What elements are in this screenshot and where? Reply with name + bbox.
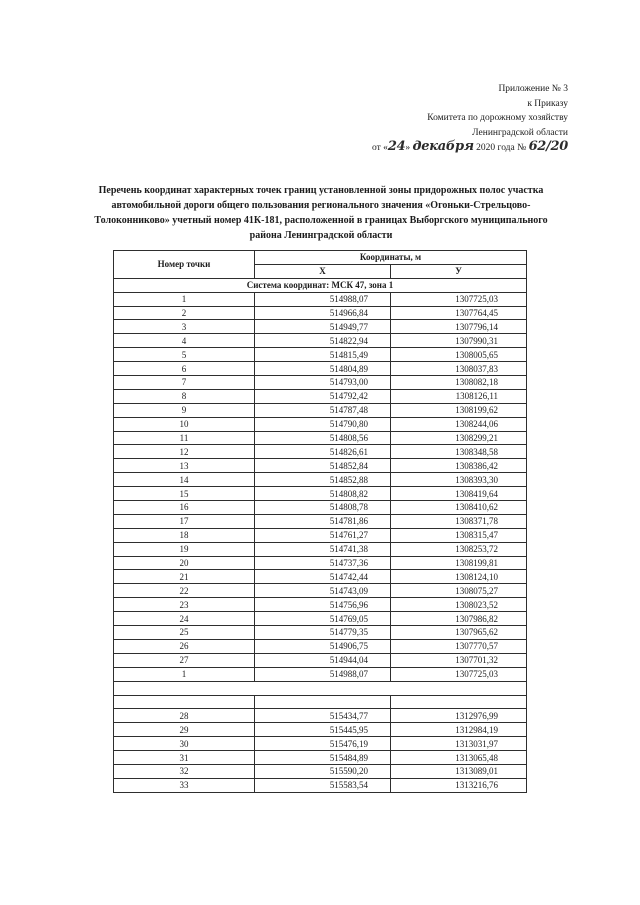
point-number-cell: 24 bbox=[114, 612, 255, 626]
y-coordinate-cell: 1308348,58 bbox=[391, 445, 527, 459]
x-coordinate-cell: 514743,09 bbox=[255, 584, 391, 598]
y-coordinate-cell: 1308299,21 bbox=[391, 431, 527, 445]
point-number-cell: 31 bbox=[114, 751, 255, 765]
x-coordinate-cell: 514792,42 bbox=[255, 389, 391, 403]
x-coordinate-cell: 514742,44 bbox=[255, 570, 391, 584]
x-coordinate-cell: 514852,88 bbox=[255, 473, 391, 487]
table-row bbox=[114, 737, 527, 751]
x-coordinate-cell: 514737,36 bbox=[255, 556, 391, 570]
y-coordinate-cell: 1313216,76 bbox=[391, 778, 527, 792]
col-header-point: Номер точки bbox=[114, 251, 255, 279]
table-row bbox=[114, 487, 527, 501]
col-header-x: Х bbox=[255, 264, 391, 278]
point-number-cell: 26 bbox=[114, 639, 255, 653]
y-coordinate-cell: 1308386,42 bbox=[391, 459, 527, 473]
order-prefix: от « bbox=[372, 143, 388, 153]
order-year: 2020 года № bbox=[473, 143, 529, 153]
y-coordinate-cell: 1308419,64 bbox=[391, 487, 527, 501]
document-title: Перечень координат характерных точек границ установленной зоны придорожных полос участка автомобильной дороги общего пользования регионального значения «Огоньки-Стрельцово-Толоконниково» учетный номер 41К-181, расположенной в границах Выборгского муниципального района Ленинградской области bbox=[94, 185, 548, 241]
order-number-handwritten: 62/20 bbox=[528, 139, 568, 154]
x-coordinate-cell: 514790,80 bbox=[255, 417, 391, 431]
point-number-cell: 14 bbox=[114, 473, 255, 487]
table-body-section-2 bbox=[114, 709, 527, 792]
x-coordinate-cell: 514741,38 bbox=[255, 542, 391, 556]
blank-row bbox=[114, 681, 527, 695]
point-number-cell: 29 bbox=[114, 723, 255, 737]
order-month-handwritten: декабря bbox=[412, 139, 474, 154]
table-row bbox=[114, 514, 527, 528]
point-number-cell: 8 bbox=[114, 389, 255, 403]
coordinates-table bbox=[113, 250, 527, 793]
y-coordinate-cell: 1308371,78 bbox=[391, 514, 527, 528]
table-row bbox=[114, 570, 527, 584]
x-coordinate-cell: 514815,49 bbox=[255, 348, 391, 362]
point-number-cell: 23 bbox=[114, 598, 255, 612]
x-coordinate-cell: 515445,95 bbox=[255, 723, 391, 737]
point-number-cell: 20 bbox=[114, 556, 255, 570]
point-number-cell: 5 bbox=[114, 348, 255, 362]
x-coordinate-cell: 514988,07 bbox=[255, 667, 391, 681]
table-row bbox=[114, 778, 527, 792]
table-row bbox=[114, 626, 527, 640]
y-coordinate-cell: 1308199,62 bbox=[391, 403, 527, 417]
table-row bbox=[114, 723, 527, 737]
table-row bbox=[114, 556, 527, 570]
y-coordinate-cell: 1313065,48 bbox=[391, 751, 527, 765]
point-number-cell: 30 bbox=[114, 737, 255, 751]
x-coordinate-cell: 514944,04 bbox=[255, 653, 391, 667]
y-coordinate-cell: 1307725,03 bbox=[391, 667, 527, 681]
x-coordinate-cell: 514756,96 bbox=[255, 598, 391, 612]
col-header-y: У bbox=[391, 264, 527, 278]
table-row bbox=[114, 667, 527, 681]
x-coordinate-cell: 514822,94 bbox=[255, 334, 391, 348]
point-number-cell: 12 bbox=[114, 445, 255, 459]
y-coordinate-cell: 1308005,65 bbox=[391, 348, 527, 362]
point-number-cell: 11 bbox=[114, 431, 255, 445]
col-header-coordinates: Координаты, м bbox=[255, 251, 527, 265]
point-number-cell: 2 bbox=[114, 306, 255, 320]
table-row bbox=[114, 709, 527, 723]
table-row bbox=[114, 459, 527, 473]
blank-row bbox=[114, 695, 527, 709]
y-coordinate-cell: 1307701,32 bbox=[391, 653, 527, 667]
point-number-cell: 19 bbox=[114, 542, 255, 556]
point-number-cell: 33 bbox=[114, 778, 255, 792]
y-coordinate-cell: 1308124,10 bbox=[391, 570, 527, 584]
x-coordinate-cell: 514852,84 bbox=[255, 459, 391, 473]
y-coordinate-cell: 1308199,81 bbox=[391, 556, 527, 570]
point-number-cell: 13 bbox=[114, 459, 255, 473]
y-coordinate-cell: 1307770,57 bbox=[391, 639, 527, 653]
point-number-cell: 18 bbox=[114, 528, 255, 542]
point-number-cell: 17 bbox=[114, 514, 255, 528]
y-coordinate-cell: 1308082,18 bbox=[391, 376, 527, 390]
table-row bbox=[114, 292, 527, 306]
point-number-cell: 1 bbox=[114, 292, 255, 306]
y-coordinate-cell: 1308037,83 bbox=[391, 362, 527, 376]
y-coordinate-cell: 1308393,30 bbox=[391, 473, 527, 487]
table-row bbox=[114, 445, 527, 459]
y-coordinate-cell: 1308410,62 bbox=[391, 501, 527, 515]
x-coordinate-cell: 514826,61 bbox=[255, 445, 391, 459]
x-coordinate-cell: 514988,07 bbox=[255, 292, 391, 306]
table-row bbox=[114, 751, 527, 765]
table-row bbox=[114, 653, 527, 667]
appendix-line-4: Ленинградской области bbox=[472, 127, 568, 138]
coordinate-system-row: Система координат: МСК 47, зона 1 bbox=[114, 278, 527, 292]
table-row bbox=[114, 473, 527, 487]
y-coordinate-cell: 1307990,31 bbox=[391, 334, 527, 348]
x-coordinate-cell: 515590,20 bbox=[255, 764, 391, 778]
table-row bbox=[114, 431, 527, 445]
point-number-cell: 10 bbox=[114, 417, 255, 431]
x-coordinate-cell: 514808,78 bbox=[255, 501, 391, 515]
point-number-cell: 21 bbox=[114, 570, 255, 584]
point-number-cell: 28 bbox=[114, 709, 255, 723]
x-coordinate-cell: 514787,48 bbox=[255, 403, 391, 417]
y-coordinate-cell: 1307986,82 bbox=[391, 612, 527, 626]
table-row bbox=[114, 306, 527, 320]
point-number-cell: 9 bbox=[114, 403, 255, 417]
y-coordinate-cell: 1308244,06 bbox=[391, 417, 527, 431]
table-row bbox=[114, 639, 527, 653]
y-coordinate-cell: 1308075,27 bbox=[391, 584, 527, 598]
appendix-line-2: к Приказу bbox=[527, 98, 568, 109]
point-number-cell: 1 bbox=[114, 667, 255, 681]
table-row bbox=[114, 417, 527, 431]
x-coordinate-cell: 515583,54 bbox=[255, 778, 391, 792]
x-coordinate-cell: 514966,84 bbox=[255, 306, 391, 320]
order-day-handwritten: 24 bbox=[387, 139, 406, 154]
y-coordinate-cell: 1313031,97 bbox=[391, 737, 527, 751]
table-body-section-1 bbox=[114, 292, 527, 681]
point-number-cell: 25 bbox=[114, 626, 255, 640]
x-coordinate-cell: 514808,56 bbox=[255, 431, 391, 445]
point-number-cell: 3 bbox=[114, 320, 255, 334]
point-number-cell: 6 bbox=[114, 362, 255, 376]
x-coordinate-cell: 515434,77 bbox=[255, 709, 391, 723]
y-coordinate-cell: 1308315,47 bbox=[391, 528, 527, 542]
table-row bbox=[114, 501, 527, 515]
y-coordinate-cell: 1308126,11 bbox=[391, 389, 527, 403]
table-row bbox=[114, 764, 527, 778]
table-row bbox=[114, 334, 527, 348]
point-number-cell: 22 bbox=[114, 584, 255, 598]
point-number-cell: 7 bbox=[114, 376, 255, 390]
x-coordinate-cell: 514804,89 bbox=[255, 362, 391, 376]
table-separator bbox=[114, 681, 527, 709]
appendix-line-3: Комитета по дорожному хозяйству bbox=[427, 113, 568, 123]
table-row bbox=[114, 403, 527, 417]
x-coordinate-cell: 514949,77 bbox=[255, 320, 391, 334]
table-row bbox=[114, 362, 527, 376]
x-coordinate-cell: 514781,86 bbox=[255, 514, 391, 528]
x-coordinate-cell: 515484,89 bbox=[255, 751, 391, 765]
order-mid: » bbox=[405, 143, 413, 153]
point-number-cell: 16 bbox=[114, 501, 255, 515]
table-row bbox=[114, 584, 527, 598]
x-coordinate-cell: 514779,35 bbox=[255, 626, 391, 640]
table-row bbox=[114, 348, 527, 362]
table-row bbox=[114, 389, 527, 403]
y-coordinate-cell: 1312984,19 bbox=[391, 723, 527, 737]
x-coordinate-cell: 514906,75 bbox=[255, 639, 391, 653]
y-coordinate-cell: 1313089,01 bbox=[391, 764, 527, 778]
y-coordinate-cell: 1307796,14 bbox=[391, 320, 527, 334]
y-coordinate-cell: 1307725,03 bbox=[391, 292, 527, 306]
order-date-line bbox=[348, 140, 568, 156]
point-number-cell: 4 bbox=[114, 334, 255, 348]
table-row bbox=[114, 528, 527, 542]
point-number-cell: 32 bbox=[114, 764, 255, 778]
table-row bbox=[114, 598, 527, 612]
y-coordinate-cell: 1308023,52 bbox=[391, 598, 527, 612]
point-number-cell: 27 bbox=[114, 653, 255, 667]
x-coordinate-cell: 514769,05 bbox=[255, 612, 391, 626]
table-row bbox=[114, 542, 527, 556]
appendix-line-1: Приложение № 3 bbox=[498, 84, 568, 94]
y-coordinate-cell: 1307764,45 bbox=[391, 306, 527, 320]
table-row bbox=[114, 376, 527, 390]
x-coordinate-cell: 514761,27 bbox=[255, 528, 391, 542]
x-coordinate-cell: 515476,19 bbox=[255, 737, 391, 751]
x-coordinate-cell: 514793,00 bbox=[255, 376, 391, 390]
table-row bbox=[114, 320, 527, 334]
y-coordinate-cell: 1307965,62 bbox=[391, 626, 527, 640]
appendix-header bbox=[348, 82, 568, 156]
x-coordinate-cell: 514808,82 bbox=[255, 487, 391, 501]
table-row bbox=[114, 612, 527, 626]
y-coordinate-cell: 1308253,72 bbox=[391, 542, 527, 556]
y-coordinate-cell: 1312976,99 bbox=[391, 709, 527, 723]
point-number-cell: 15 bbox=[114, 487, 255, 501]
